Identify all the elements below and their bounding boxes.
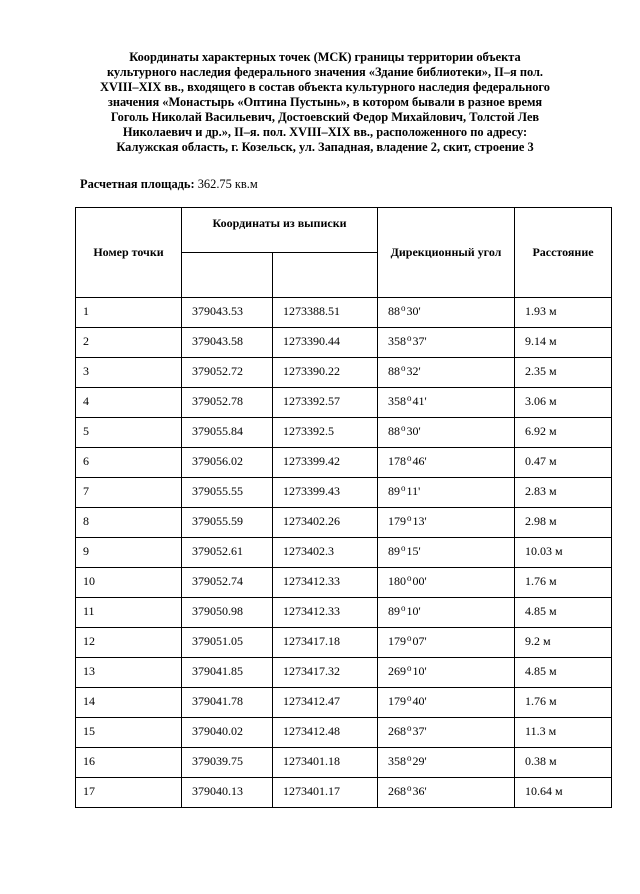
bearing-minutes: 40' <box>412 694 427 708</box>
bearing-cell <box>378 418 515 448</box>
distance-cell: 9.2 м <box>515 628 612 658</box>
bearing-cell <box>378 598 515 628</box>
bearing-degrees: 89 <box>388 544 401 558</box>
y-coordinate-cell: 1273392.57 <box>273 388 378 418</box>
y-coordinate-cell: 1273399.43 <box>273 478 378 508</box>
table-row <box>76 448 612 478</box>
bearing-degrees: 88 <box>388 424 401 438</box>
header-coordinates: Координаты из выписки <box>182 208 378 253</box>
bearing-minutes: 10' <box>406 604 421 618</box>
header-point-number: Номер точки <box>76 208 182 298</box>
degree-symbol-icon: o <box>407 663 412 673</box>
bearing-cell <box>378 538 515 568</box>
bearing-cell <box>378 478 515 508</box>
degree-symbol-icon: o <box>407 393 412 403</box>
point-number-cell: 5 <box>76 418 182 448</box>
point-number-cell: 10 <box>76 568 182 598</box>
distance-cell: 3.06 м <box>515 388 612 418</box>
bearing-degrees: 89 <box>388 484 401 498</box>
bearing-cell <box>378 298 515 328</box>
bearing-degrees: 179 <box>388 514 407 528</box>
bearing-cell <box>378 778 515 808</box>
bearing-degrees: 358 <box>388 334 407 348</box>
degree-symbol-icon: o <box>401 543 406 553</box>
table-row <box>76 478 612 508</box>
degree-symbol-icon: o <box>407 573 412 583</box>
x-coordinate-cell: 379041.78 <box>182 688 273 718</box>
bearing-degrees: 88 <box>388 364 401 378</box>
distance-cell: 11.3 м <box>515 718 612 748</box>
x-coordinate-cell: 379039.75 <box>182 748 273 778</box>
y-coordinate-cell: 1273417.32 <box>273 658 378 688</box>
y-coordinate-cell: 1273412.48 <box>273 718 378 748</box>
x-coordinate-cell: 379050.98 <box>182 598 273 628</box>
bearing-minutes: 37' <box>412 334 427 348</box>
title-line: Гоголь Николай Васильевич, Достоевский Федор Михайлович, Толстой Лев <box>110 110 540 124</box>
degree-symbol-icon: o <box>407 693 412 703</box>
bearing-minutes: 29' <box>412 754 427 768</box>
distance-cell: 4.85 м <box>515 658 612 688</box>
bearing-minutes: 30' <box>406 304 421 318</box>
distance-cell: 9.14 м <box>515 328 612 358</box>
table-row <box>76 778 612 808</box>
table-row <box>76 418 612 448</box>
x-coordinate-cell: 379055.59 <box>182 508 273 538</box>
point-number-cell: 9 <box>76 538 182 568</box>
header-bearing: Дирекционный угол <box>378 208 515 298</box>
bearing-minutes: 10' <box>412 664 427 678</box>
x-coordinate-cell: 379043.58 <box>182 328 273 358</box>
distance-cell: 1.93 м <box>515 298 612 328</box>
point-number-cell: 14 <box>76 688 182 718</box>
distance-cell: 6.92 м <box>515 418 612 448</box>
bearing-cell <box>378 328 515 358</box>
degree-symbol-icon: o <box>407 753 412 763</box>
title-line: Координаты характерных точек (МСК) границы территории объекта <box>129 50 521 64</box>
y-coordinate-cell: 1273402.3 <box>273 538 378 568</box>
distance-cell: 2.98 м <box>515 508 612 538</box>
degree-symbol-icon: o <box>407 633 412 643</box>
bearing-cell <box>378 448 515 478</box>
degree-symbol-icon: o <box>401 603 406 613</box>
point-number-cell: 6 <box>76 448 182 478</box>
y-coordinate-cell: 1273399.42 <box>273 448 378 478</box>
degree-symbol-icon: o <box>407 783 412 793</box>
x-coordinate-cell: 379056.02 <box>182 448 273 478</box>
y-coordinate-cell: 1273401.17 <box>273 778 378 808</box>
x-coordinate-cell: 379055.84 <box>182 418 273 448</box>
bearing-degrees: 178 <box>388 454 407 468</box>
document-title <box>60 50 590 155</box>
table-row <box>76 718 612 748</box>
bearing-minutes: 13' <box>412 514 427 528</box>
table-row <box>76 508 612 538</box>
bearing-cell <box>378 718 515 748</box>
header-x <box>182 253 273 298</box>
bearing-minutes: 41' <box>412 394 427 408</box>
title-line: Калужская область, г. Козельск, ул. Западная, владение 2, скит, строение 3 <box>116 140 534 154</box>
x-coordinate-cell: 379040.13 <box>182 778 273 808</box>
calculated-area <box>80 177 258 192</box>
coordinates-table <box>75 207 612 808</box>
title-line: Николаевич и др.», II–я. пол. XVIII–XIX вв., расположенного по адресу: <box>122 125 528 139</box>
table-row <box>76 298 612 328</box>
title-line: культурного наследия федерального значения «Здание библиотеки», II–я пол. <box>106 65 544 79</box>
x-coordinate-cell: 379052.78 <box>182 388 273 418</box>
bearing-degrees: 179 <box>388 634 407 648</box>
point-number-cell: 12 <box>76 628 182 658</box>
distance-cell: 0.38 м <box>515 748 612 778</box>
bearing-minutes: 37' <box>412 724 427 738</box>
degree-symbol-icon: o <box>401 363 406 373</box>
degree-symbol-icon: o <box>407 513 412 523</box>
bearing-degrees: 179 <box>388 694 407 708</box>
degree-symbol-icon: o <box>401 303 406 313</box>
bearing-minutes: 11' <box>406 484 421 498</box>
y-coordinate-cell: 1273402.26 <box>273 508 378 538</box>
title-line: значения «Монастырь «Оптина Пустынь», в котором бывали в разное время <box>107 95 543 109</box>
point-number-cell: 8 <box>76 508 182 538</box>
y-coordinate-cell: 1273401.18 <box>273 748 378 778</box>
bearing-degrees: 88 <box>388 304 401 318</box>
bearing-degrees: 358 <box>388 394 407 408</box>
table-row <box>76 598 612 628</box>
point-number-cell: 4 <box>76 388 182 418</box>
bearing-degrees: 358 <box>388 754 407 768</box>
bearing-degrees: 89 <box>388 604 401 618</box>
y-coordinate-cell: 1273412.33 <box>273 598 378 628</box>
bearing-minutes: 32' <box>406 364 421 378</box>
area-label: Расчетная площадь: <box>80 177 195 191</box>
x-coordinate-cell: 379055.55 <box>182 478 273 508</box>
area-value: 362.75 кв.м <box>197 177 258 191</box>
y-coordinate-cell: 1273392.5 <box>273 418 378 448</box>
bearing-cell <box>378 748 515 778</box>
bearing-cell <box>378 628 515 658</box>
header-y <box>273 253 378 298</box>
degree-symbol-icon: o <box>401 483 406 493</box>
point-number-cell: 1 <box>76 298 182 328</box>
x-coordinate-cell: 379041.85 <box>182 658 273 688</box>
table-row <box>76 568 612 598</box>
point-number-cell: 11 <box>76 598 182 628</box>
point-number-cell: 3 <box>76 358 182 388</box>
y-coordinate-cell: 1273388.51 <box>273 298 378 328</box>
bearing-cell <box>378 358 515 388</box>
distance-cell: 4.85 м <box>515 598 612 628</box>
bearing-degrees: 268 <box>388 724 407 738</box>
bearing-degrees: 180 <box>388 574 407 588</box>
bearing-cell <box>378 568 515 598</box>
bearing-minutes: 30' <box>406 424 421 438</box>
distance-cell: 2.35 м <box>515 358 612 388</box>
bearing-minutes: 00' <box>412 574 427 588</box>
x-coordinate-cell: 379052.72 <box>182 358 273 388</box>
distance-cell: 2.83 м <box>515 478 612 508</box>
bearing-minutes: 36' <box>412 784 427 798</box>
y-coordinate-cell: 1273412.33 <box>273 568 378 598</box>
degree-symbol-icon: o <box>407 453 412 463</box>
degree-symbol-icon: o <box>407 333 412 343</box>
point-number-cell: 17 <box>76 778 182 808</box>
x-coordinate-cell: 379052.74 <box>182 568 273 598</box>
x-coordinate-cell: 379043.53 <box>182 298 273 328</box>
degree-symbol-icon: o <box>401 423 406 433</box>
distance-cell: 0.47 м <box>515 448 612 478</box>
y-coordinate-cell: 1273417.18 <box>273 628 378 658</box>
bearing-minutes: 15' <box>406 544 421 558</box>
x-coordinate-cell: 379052.61 <box>182 538 273 568</box>
bearing-minutes: 07' <box>412 634 427 648</box>
bearing-minutes: 46' <box>412 454 427 468</box>
point-number-cell: 13 <box>76 658 182 688</box>
y-coordinate-cell: 1273390.22 <box>273 358 378 388</box>
distance-cell: 1.76 м <box>515 688 612 718</box>
table-row <box>76 658 612 688</box>
distance-cell: 10.03 м <box>515 538 612 568</box>
title-line: XVIII–XIX вв., входящего в состав объекта культурного наследия федерального <box>100 80 550 94</box>
bearing-degrees: 269 <box>388 664 407 678</box>
x-coordinate-cell: 379051.05 <box>182 628 273 658</box>
bearing-cell <box>378 688 515 718</box>
y-coordinate-cell: 1273412.47 <box>273 688 378 718</box>
table-row <box>76 688 612 718</box>
bearing-cell <box>378 508 515 538</box>
table-row <box>76 538 612 568</box>
x-coordinate-cell: 379040.02 <box>182 718 273 748</box>
header-distance: Расстояние <box>515 208 612 298</box>
distance-cell: 10.64 м <box>515 778 612 808</box>
table-body <box>76 298 612 808</box>
point-number-cell: 15 <box>76 718 182 748</box>
point-number-cell: 2 <box>76 328 182 358</box>
bearing-degrees: 268 <box>388 784 407 798</box>
point-number-cell: 7 <box>76 478 182 508</box>
distance-cell: 1.76 м <box>515 568 612 598</box>
y-coordinate-cell: 1273390.44 <box>273 328 378 358</box>
table-row <box>76 388 612 418</box>
bearing-cell <box>378 388 515 418</box>
degree-symbol-icon: o <box>407 723 412 733</box>
table-row <box>76 358 612 388</box>
point-number-cell: 16 <box>76 748 182 778</box>
table-row <box>76 628 612 658</box>
bearing-cell <box>378 658 515 688</box>
table-row <box>76 748 612 778</box>
table-row <box>76 328 612 358</box>
